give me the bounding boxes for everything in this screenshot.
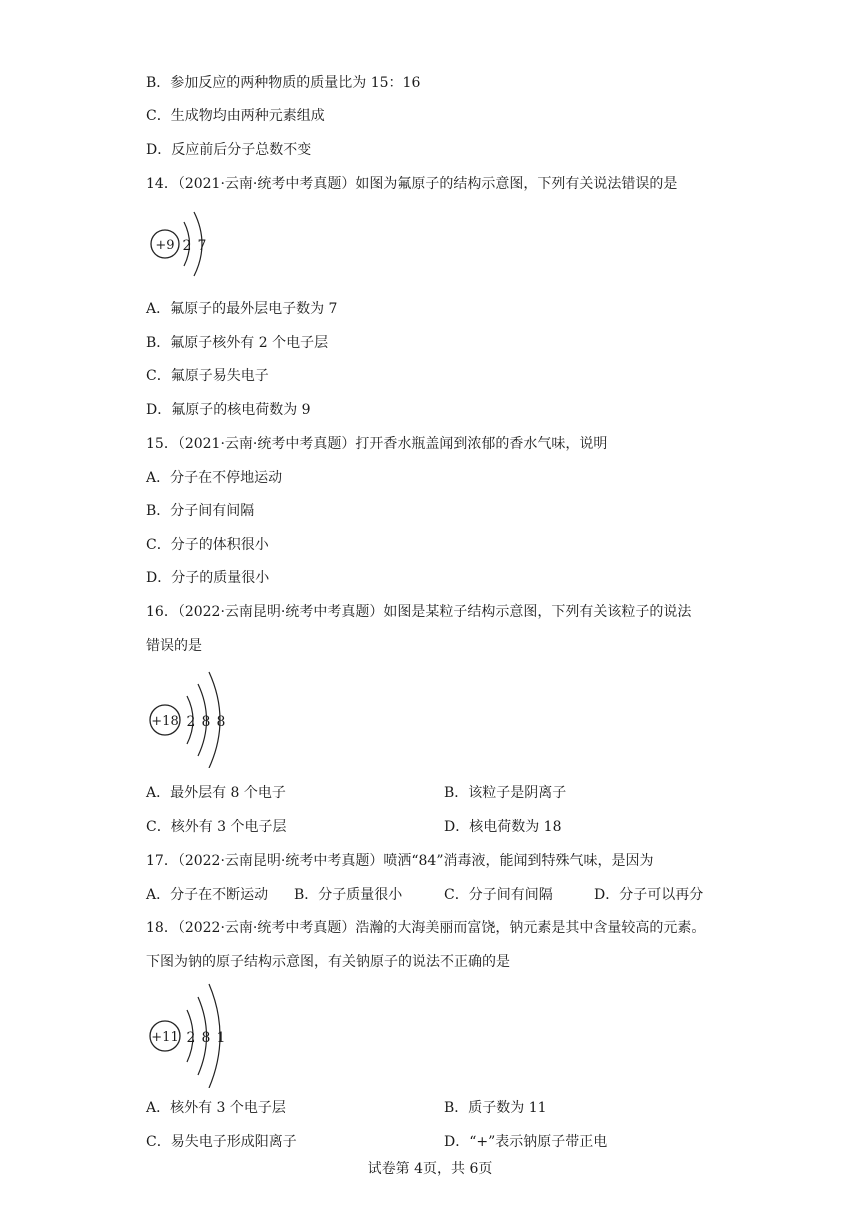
- q14-option-c: C．氟原子易失电子: [146, 368, 269, 384]
- q16-option-c: C．核外有 3 个电子层: [146, 819, 287, 835]
- q18-stem-line1: 18．（2022·云南·统考中考真题）浩瀚的大海美丽而富饶，钠元素是其中含量较高的元素。: [146, 920, 706, 936]
- q17-option-a: A．分子在不断运动: [146, 887, 269, 903]
- q17-option-c: C．分子间有间隔: [444, 887, 553, 903]
- q15-stem: 15．（2021·云南·统考中考真题）打开香水瓶盖闻到浓郁的香水气味，说明: [146, 436, 608, 452]
- q18-stem-line2: 下图为钠的原子结构示意图，有关钠原子的说法不正确的是: [146, 954, 510, 970]
- q18-option-c: C．易失电子形成阳离子: [146, 1134, 297, 1150]
- q16-stem-line1: 16．（2022·云南昆明·统考中考真题）如图是某粒子结构示意图，下列有关该粒子的说法: [146, 604, 692, 620]
- q14-option-b: B．氟原子核外有 2 个电子层: [146, 335, 329, 351]
- q15-option-c: C．分子的体积很小: [146, 537, 269, 553]
- q14-option-d: D．氟原子的核电荷数为 9: [146, 402, 311, 418]
- nucleus-charge: +18: [151, 714, 179, 729]
- q15-option-d: D．分子的质量很小: [146, 570, 270, 586]
- q13-option-b: B．参加反应的两种物质的质量比为 15：16: [146, 75, 421, 91]
- q16-option-d: D．核电荷数为 18: [444, 819, 562, 835]
- shell-electron-count: 2: [186, 1030, 196, 1046]
- q16-stem-line2: 错误的是: [146, 638, 202, 654]
- q17-option-b: B．分子质量很小: [294, 887, 403, 903]
- q17-stem: 17．（2022·云南昆明·统考中考真题）喷洒“84”消毒液，能闻到特殊气味，是因为: [146, 853, 654, 869]
- shell-electron-count: 1: [216, 1030, 226, 1046]
- q15-option-a: A．分子在不停地运动: [146, 470, 283, 486]
- q17-option-d: D．分子可以再分: [594, 887, 704, 903]
- fluorine-atom-diagram: [146, 204, 226, 284]
- shell-electron-count: 2: [182, 238, 192, 254]
- shell-electron-count: 8: [201, 714, 211, 730]
- q14-option-a: A．氟原子的最外层电子数为 7: [146, 301, 338, 317]
- sodium-atom-diagram: [146, 982, 236, 1088]
- q13-option-c: C．生成物均由两种元素组成: [146, 108, 325, 124]
- q18-option-b: B．质子数为 11: [444, 1100, 547, 1116]
- shell-electron-count: 8: [216, 714, 226, 730]
- q14-stem: 14．（2021·云南·统考中考真题）如图为氟原子的结构示意图，下列有关说法错误的是: [146, 176, 678, 192]
- nucleus-charge: +11: [151, 1030, 179, 1045]
- argon-particle-diagram: [146, 668, 236, 768]
- q18-option-d: D．“+”表示钠原子带正电: [444, 1134, 608, 1150]
- q16-option-a: A．最外层有 8 个电子: [146, 785, 286, 801]
- shell-electron-count: 2: [186, 714, 196, 730]
- q18-option-a: A．核外有 3 个电子层: [146, 1100, 286, 1116]
- q15-option-b: B．分子间有间隔: [146, 503, 255, 519]
- nucleus-charge: +9: [155, 238, 175, 253]
- q16-option-b: B．该粒子是阴离子: [444, 785, 567, 801]
- shell-electron-count: 8: [201, 1030, 211, 1046]
- shell-electron-count: 7: [197, 238, 207, 254]
- page-footer: 试卷第 4页，共 6页: [367, 1161, 493, 1177]
- q13-option-d: D．反应前后分子总数不变: [146, 142, 312, 158]
